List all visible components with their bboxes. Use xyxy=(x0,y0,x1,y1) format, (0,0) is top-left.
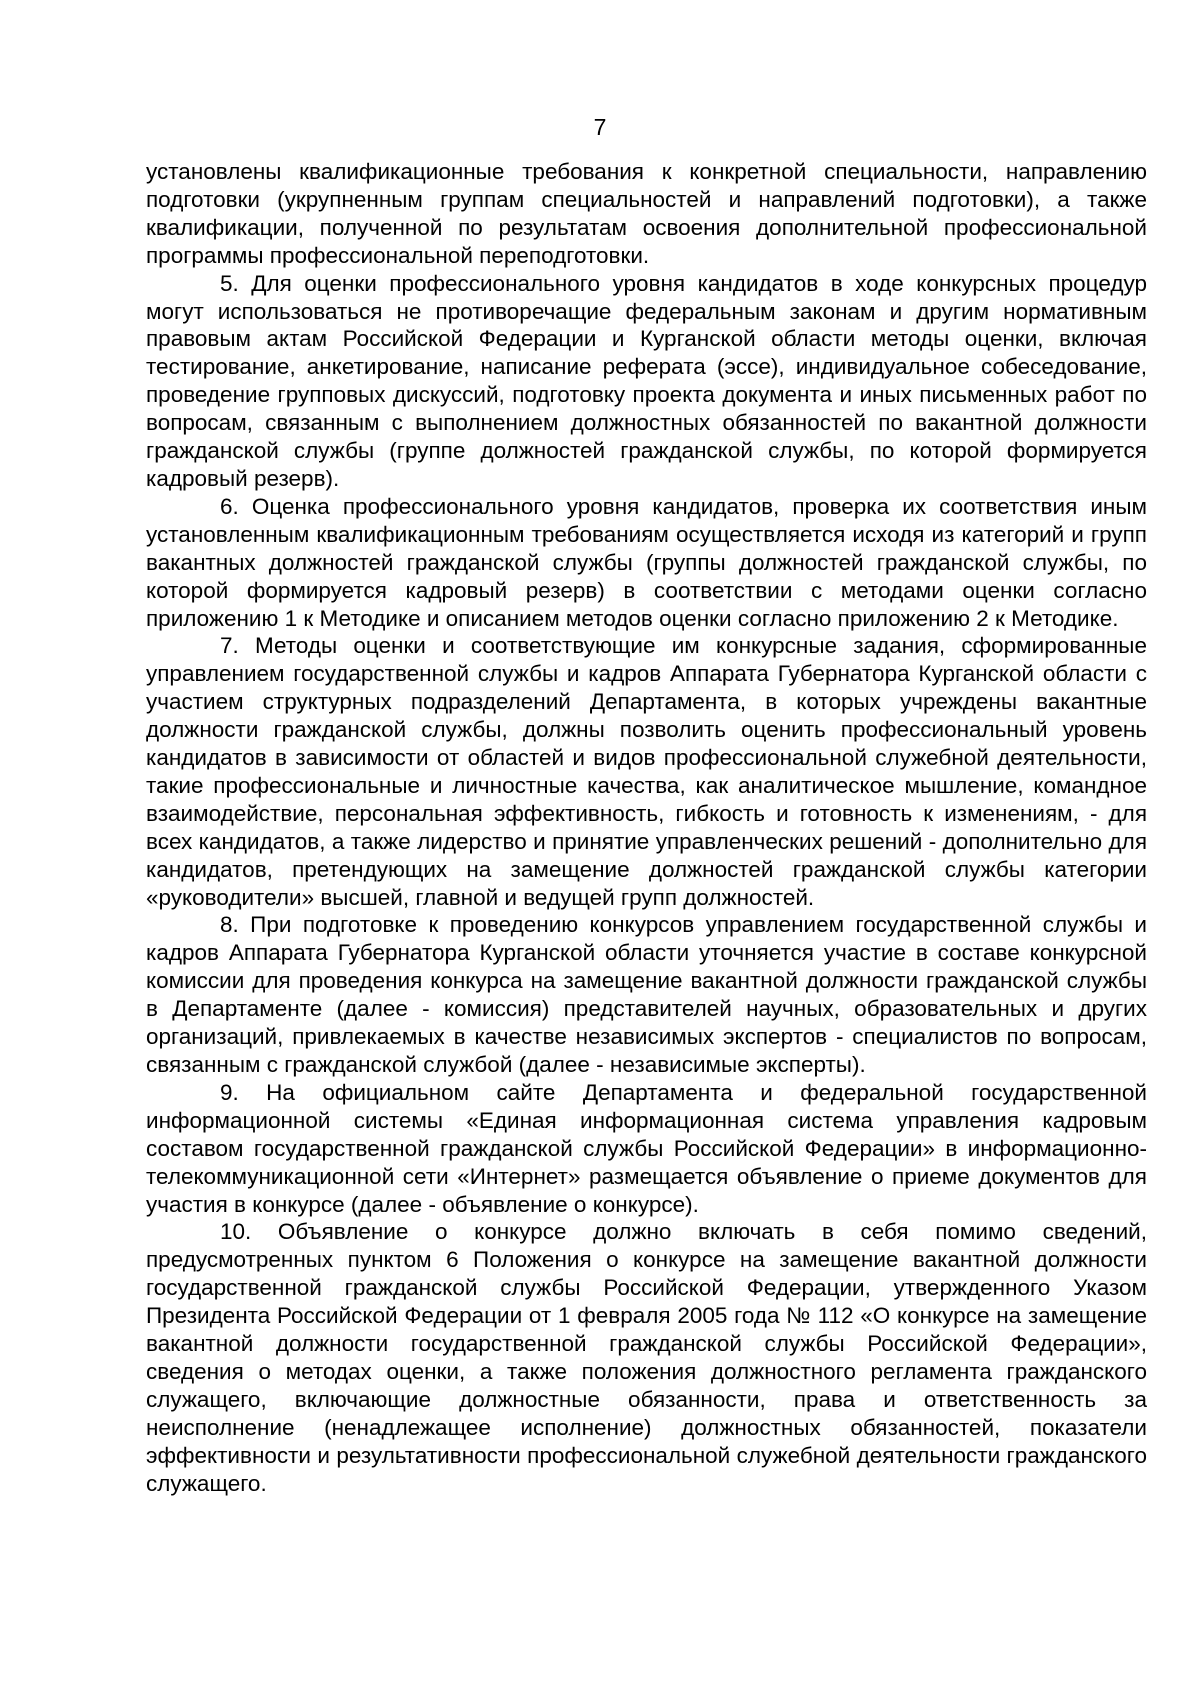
paragraph-item-5: 5. Для оценки профессионального уровня кандидатов в ходе конкурсных процедур могут использоваться не противоречащие федеральным законам и другим нормативным правовым актам Российской Федерации и Курганской области методы оценки, включая тестирование, анкетирование, написание реферата (эссе), индивидуальное собеседование, проведение групповых дискуссий, подготовку проекта документа и иных письменных работ по вопросам, связанным с выполнением должностных обязанностей по вакантной должности гражданской службы (группе должностей гражданской службы, по которой формируется кадровый резерв). xyxy=(146,270,1147,491)
paragraph-item-7: 7. Методы оценки и соответствующие им конкурсные задания, сформированные управлением государственной службы и кадров Аппарата Губернатора Курганской области с участием структурных подразделений Департамента, в которых учреждены вакантные должности гражданской службы, должны позволить оценить профессиональный уровень кандидатов в зависимости от областей и видов профессиональной служебной деятельности, такие профессиональные и личностные качества, как аналитическое мышление, командное взаимодействие, персональная эффективность, гибкость и готовность к изменениям, - для всех кандидатов, а также лидерство и принятие управленческих решений - дополнительно для кандидатов, претендующих на замещение должностей гражданской службы категории «руководители» высшей, главной и ведущей групп должностей. xyxy=(146,633,1147,910)
paragraph-item-6: 6. Оценка профессионального уровня кандидатов, проверка их соответствия иным установленным квалификационным требованиям осуществляется исходя из категорий и групп вакантных должностей гражданской службы (группы должностей гражданской службы, по которой формируется кадровый резерв) в соответствии с методами оценки согласно приложению 1 к Методике и описанием методов оценки согласно приложению 2 к Методике. xyxy=(146,493,1147,631)
paragraph-continuation: установлены квалификационные требования к конкретной специальности, направлению подготовки (укрупненным группам специальностей и направлений подготовки), а также квалификации, полученной по результатам освоения дополнительной профессиональной программы профессиональной переподготовки. xyxy=(146,159,1147,268)
paragraph-item-10: 10. Объявление о конкурсе должно включать в себя помимо сведений, предусмотренных пунктом 6 Положения о конкурсе на замещение вакантной должности государственной гражданской службы Российской Федерации, утвержденного Указом Президента Российской Федерации от 1 февраля 2005 года № 112 «О конкурсе на замещение вакантной должности государственной гражданской службы Российской Федерации», сведения о методах оценки, а также положения должностного регламента гражданского служащего, включающие должностные обязанности, права и ответственность за неисполнение (ненадлежащее исполнение) должностных обязанностей, показатели эффективности и результативности профессиональной служебной деятельности гражданского служащего. xyxy=(146,1219,1147,1496)
paragraph-item-8: 8. При подготовке к проведению конкурсов управлением государственной службы и кадров Аппарата Губернатора Курганской области уточняется участие в составе конкурсной комиссии для проведения конкурса на замещение вакантной должности гражданской службы в Департаменте (далее - комиссия) представителей научных, образовательных и других организаций, привлекаемых в качестве независимых экспертов - специалистов по вопросам, связанным с гражданской службой (далее - независимые эксперты). xyxy=(146,912,1147,1077)
page-number: 7 xyxy=(593,114,607,140)
paragraph-item-9: 9. На официальном сайте Департамента и федеральной государственной информационной системы «Единая информационная система управления кадровым составом государственной гражданской службы Российской Федерации» в информационно-телекоммуникационной сети «Интернет» размещается объявление о приеме документов для участия в конкурсе (далее - объявление о конкурсе). xyxy=(146,1079,1147,1217)
document-body xyxy=(146,158,1147,1498)
